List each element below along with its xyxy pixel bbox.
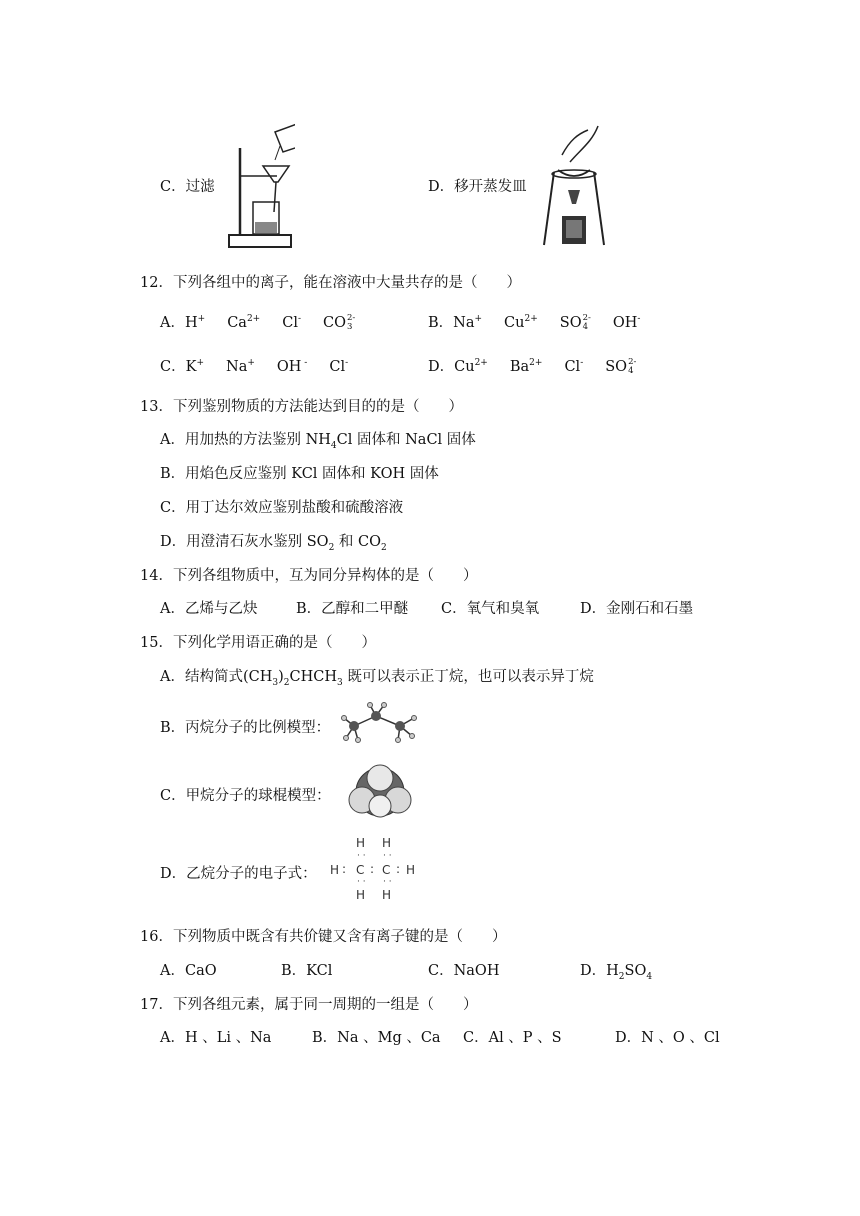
- ion: OH-: [612, 314, 641, 331]
- option-label: B．: [428, 315, 454, 331]
- q12-option-d: [428, 355, 658, 376]
- ion: Na+: [453, 314, 483, 331]
- option-label: D．: [428, 359, 455, 375]
- q17-option-d: D．N 、O 、Cl: [615, 1030, 720, 1046]
- q16-stem: 16．下列物质中既含有共价键又含有离子键的是（ ）: [140, 929, 507, 945]
- ion: $Ca^{2+}$: [227, 314, 261, 331]
- q12-stem: 12．下列各组中的离子，能在溶液中大量共存的是（ ）: [140, 275, 521, 291]
- q12-option-a: [160, 311, 377, 332]
- ion: H+: [184, 314, 206, 331]
- q17-option-c: C．Al 、P 、S: [463, 1030, 562, 1046]
- evaporating-dish-hand-figure: [540, 120, 610, 250]
- q14-option-b: B．乙醇和二甲醚: [296, 601, 409, 617]
- q13-option-c: C．用丁达尔效应鉴别盐酸和硫酸溶液: [160, 500, 404, 516]
- ion: $Cu^{2+}$: [504, 314, 538, 331]
- ion: CO 2- 3: [323, 313, 356, 332]
- q14-option-a: A．乙烯与乙炔: [160, 601, 258, 617]
- q15-option-a: A．结构简式$(CH_3)_2CHCH_3$ 既可以表示正丁烷，也可以表示异丁烷: [160, 669, 594, 688]
- q17-option-b: B．Na 、Mg 、Ca: [312, 1030, 441, 1046]
- q11-option-d: D．移开蒸发皿: [428, 179, 527, 195]
- q14-option-d: D．金刚石和石墨: [580, 601, 694, 617]
- q16-option-d: D．$H_2SO_4$: [580, 963, 653, 982]
- propane-model-figure: [340, 700, 422, 748]
- q14-option-c: C．氧气和臭氧: [441, 601, 540, 617]
- ion: Cl-: [282, 314, 301, 331]
- option-label: C．: [160, 359, 186, 375]
- ion: SO 2- 4: [559, 313, 591, 332]
- ethane-electron-formula: H H · · · · H : C : C : H · · · · H H: [330, 836, 416, 902]
- q15-option-d: D．乙烷分子的电子式：: [160, 866, 317, 882]
- q15-option-c: C．甲烷分子的球棍模型：: [160, 788, 331, 804]
- filtration-apparatus-figure: [225, 120, 295, 250]
- q15-option-b: B．丙烷分子的比例模型：: [160, 720, 331, 736]
- q13-option-d: D．用澄清石灰水鉴别 $SO_2$ 和 $CO_2$: [160, 534, 387, 553]
- q13-option-a: A．用加热的方法鉴别 $NH_4Cl$ 固体和 NaCl 固体: [160, 432, 476, 451]
- ion: $Cu^{2+}$: [454, 358, 488, 375]
- methane-space-filling-figure: [345, 762, 415, 822]
- q13-stem: 13．下列鉴别物质的方法能达到目的的是（ ）: [140, 399, 463, 415]
- ion: $Ba^{2+}$: [509, 358, 543, 375]
- ion-list: [186, 359, 371, 375]
- ion: SO 2- 4: [605, 357, 637, 376]
- option-label: A．: [160, 315, 185, 331]
- q12-option-c: [160, 355, 370, 376]
- q16-option-c: C．NaOH: [428, 963, 500, 979]
- ion: Cl-: [564, 358, 584, 375]
- ion: Na+: [226, 358, 255, 375]
- q16-option-a: A．CaO: [160, 963, 217, 979]
- q16-option-b: B．KCl: [281, 963, 333, 979]
- ion-list: [185, 315, 377, 331]
- q17-stem: 17．下列各组元素，属于同一周期的一组是（ ）: [140, 997, 478, 1013]
- ion: K+: [185, 358, 204, 375]
- q11-option-c: C．过滤: [160, 179, 215, 195]
- ion: OH -: [276, 358, 308, 375]
- q12-option-b: [428, 311, 662, 332]
- ion: Cl-: [329, 358, 349, 375]
- ion-list: [453, 315, 662, 331]
- ion-list: [454, 359, 658, 375]
- q13-option-b: B．用焰色反应鉴别 KCl 固体和 KOH 固体: [160, 466, 439, 482]
- q17-option-a: A．H 、Li 、Na: [160, 1030, 272, 1046]
- q15-stem: 15．下列化学用语正确的是（ ）: [140, 635, 376, 651]
- q14-stem: 14．下列各组物质中，互为同分异构体的是（ ）: [140, 568, 478, 584]
